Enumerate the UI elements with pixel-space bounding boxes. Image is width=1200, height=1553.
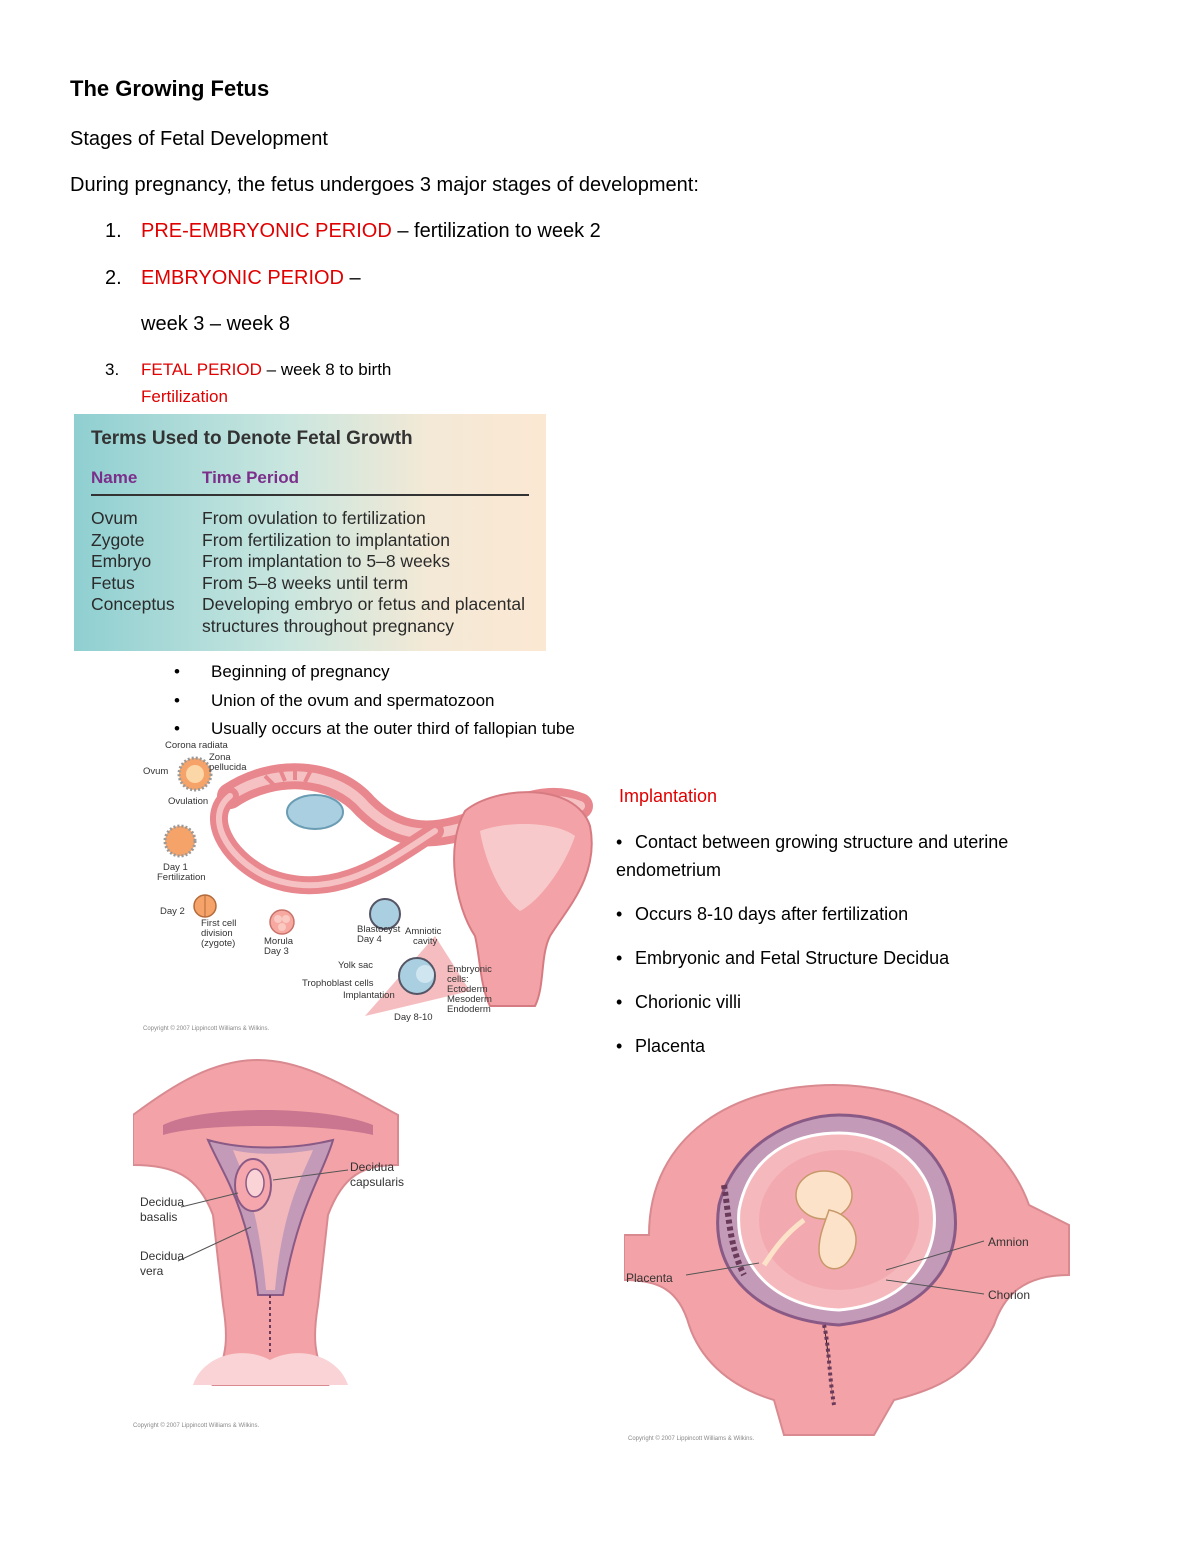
label-day2: Day 2: [160, 906, 185, 917]
label-decidua-basalis-1: Decidua: [140, 1195, 185, 1209]
label-day3: Day 3: [264, 946, 289, 957]
label-cells: cells:: [447, 974, 469, 985]
label-implantation: Implantation: [343, 990, 395, 1001]
list-item-text: Chorionic villi: [635, 992, 742, 1012]
label-day1: Day 1: [163, 862, 188, 873]
implantation-heading: Implantation: [619, 786, 718, 806]
label-endoderm: Endoderm: [447, 1004, 491, 1015]
label-first-cell: First cell: [201, 918, 237, 929]
list-item: [616, 828, 1086, 884]
table-row: [91, 594, 542, 616]
label-morula: Morula: [264, 936, 294, 947]
fetal-growth-terms-table: [74, 414, 546, 651]
stage-period: –: [344, 267, 361, 289]
bullet: •: [616, 904, 623, 924]
stage-item-1: [105, 220, 601, 243]
placenta-diagram: [624, 1075, 1074, 1445]
label-blastocyst: Blastocyst: [357, 924, 401, 935]
label-trophoblast: Trophoblast cells: [302, 978, 374, 989]
stage-number: 1.: [105, 220, 122, 242]
implantation-bullet-list: [616, 828, 1086, 1076]
label-division: division: [201, 928, 233, 939]
table-body: [91, 508, 542, 638]
table-title: Terms Used to Denote Fetal Growth: [91, 428, 413, 449]
label-chorion: Chorion: [988, 1288, 1031, 1302]
list-item-text: Placenta: [635, 1036, 706, 1056]
list-item: • Usually occurs at the outer third of fallopian tube: [174, 715, 575, 744]
list-item-text: Occurs 8-10 days after fertilization: [635, 904, 909, 924]
stage-name: FETAL PERIOD: [141, 360, 262, 379]
fertilization-heading: Fertilization: [141, 387, 228, 406]
label-yolk-sac: Yolk sac: [338, 960, 374, 971]
table-row: [91, 530, 542, 552]
stage-item-3: [105, 360, 391, 380]
label-corona-radiata: Corona radiata: [165, 740, 228, 751]
table-cell-period: Developing embryo or fetus and placental: [202, 594, 525, 615]
label-placenta: Placenta: [626, 1271, 673, 1285]
label-zona: Zona: [209, 752, 231, 763]
label-ovulation: Ovulation: [168, 796, 209, 807]
stage-name: PRE-EMBRYONIC PERIOD: [141, 220, 392, 242]
label-fertilization: Fertilization: [157, 872, 206, 883]
table-cell-name: Conceptus: [91, 594, 175, 615]
table-cell-period: From ovulation to fertilization: [202, 508, 426, 528]
table-cell-period: From implantation to 5–8 weeks: [202, 551, 451, 572]
table-cell-period: From fertilization to implantation: [202, 529, 451, 550]
figure-copyright: Copyright © 2007 Lippincott Williams & Wilkins.: [133, 1423, 260, 1429]
table-cell-name: Fetus: [91, 572, 135, 593]
pregnant-uterus-illustration: [624, 1085, 1069, 1435]
label-decidua-capsularis-2: capsularis: [350, 1175, 405, 1189]
label-decidua-vera-1: Decidua: [140, 1249, 185, 1263]
table-cell-name: [91, 616, 202, 638]
bullet: •: [616, 1036, 623, 1056]
table-header-period: Time Period: [202, 468, 299, 487]
list-item: [616, 900, 1086, 928]
table-row: [91, 573, 542, 595]
label-cavity: cavity: [413, 936, 438, 947]
figure-copyright: Copyright © 2007 Lippincott Williams & Wilkins.: [143, 1026, 270, 1032]
label-amnion: Amnion: [988, 1235, 1029, 1249]
fertilization-diagram: [135, 736, 600, 1036]
list-item: • Beginning of pregnancy: [174, 658, 575, 687]
label-amniotic: Amniotic: [405, 926, 442, 937]
label-ovum: Ovum: [143, 766, 169, 777]
stage-period: – fertilization to week 2: [391, 220, 601, 242]
intro-paragraph: During pregnancy, the fetus undergoes 3 major stages of development:: [70, 174, 699, 196]
bullet: •: [616, 948, 623, 968]
table-header-name: Name: [91, 468, 138, 487]
list-item-text: Embryonic and Fetal Structure Decidua: [635, 948, 950, 968]
table-row: [91, 508, 542, 530]
figure-copyright: Copyright © 2007 Lippincott Williams & Wilkins.: [628, 1436, 755, 1442]
bullet: •: [616, 832, 623, 852]
table-cell-name: Zygote: [91, 529, 145, 550]
stage-number: 3.: [105, 360, 120, 379]
stage-name: EMBRYONIC PERIOD: [141, 267, 344, 289]
list-item-text: Contact between growing structure and uterine endometrium: [616, 832, 1009, 880]
label-mesoderm: Mesoderm: [447, 994, 492, 1005]
table-cell-period: From 5–8 weeks until term: [202, 572, 409, 593]
stage-item-2: [105, 267, 361, 290]
list-item: [616, 1032, 1086, 1060]
label-ectoderm: Ectoderm: [447, 984, 488, 995]
label-decidua-vera-2: vera: [140, 1264, 164, 1278]
decidua-diagram: [133, 1055, 423, 1435]
table-row: [91, 616, 542, 638]
table-cell-period: structures throughout pregnancy: [202, 615, 454, 636]
label-pellucida: pellucida: [209, 762, 247, 773]
table-cell-name: Embryo: [91, 551, 152, 572]
label-decidua-capsularis-1: Decidua: [350, 1160, 395, 1174]
fertilization-bullet-list: [174, 658, 575, 744]
label-day4: Day 4: [357, 934, 382, 945]
label-zygote: (zygote): [201, 938, 236, 949]
stage-number: 2.: [105, 267, 122, 289]
bullet: •: [616, 992, 623, 1012]
stage-item-2-line2: week 3 – week 8: [141, 313, 290, 335]
stage-period: – week 8 to birth: [261, 360, 392, 379]
label-day-8-10: Day 8-10: [394, 1012, 433, 1023]
label-decidua-basalis-2: basalis: [140, 1210, 178, 1224]
table-cell-name: Ovum: [91, 508, 138, 528]
table-divider: [91, 494, 529, 496]
table-row: [91, 551, 542, 573]
list-item: • Union of the ovum and spermatozoon: [174, 687, 575, 716]
list-item: [616, 988, 1086, 1016]
page-title: The Growing Fetus: [70, 76, 270, 101]
list-item: [616, 944, 1086, 972]
section-subtitle: Stages of Fetal Development: [70, 128, 328, 150]
label-embryonic: Embryonic: [447, 964, 492, 975]
